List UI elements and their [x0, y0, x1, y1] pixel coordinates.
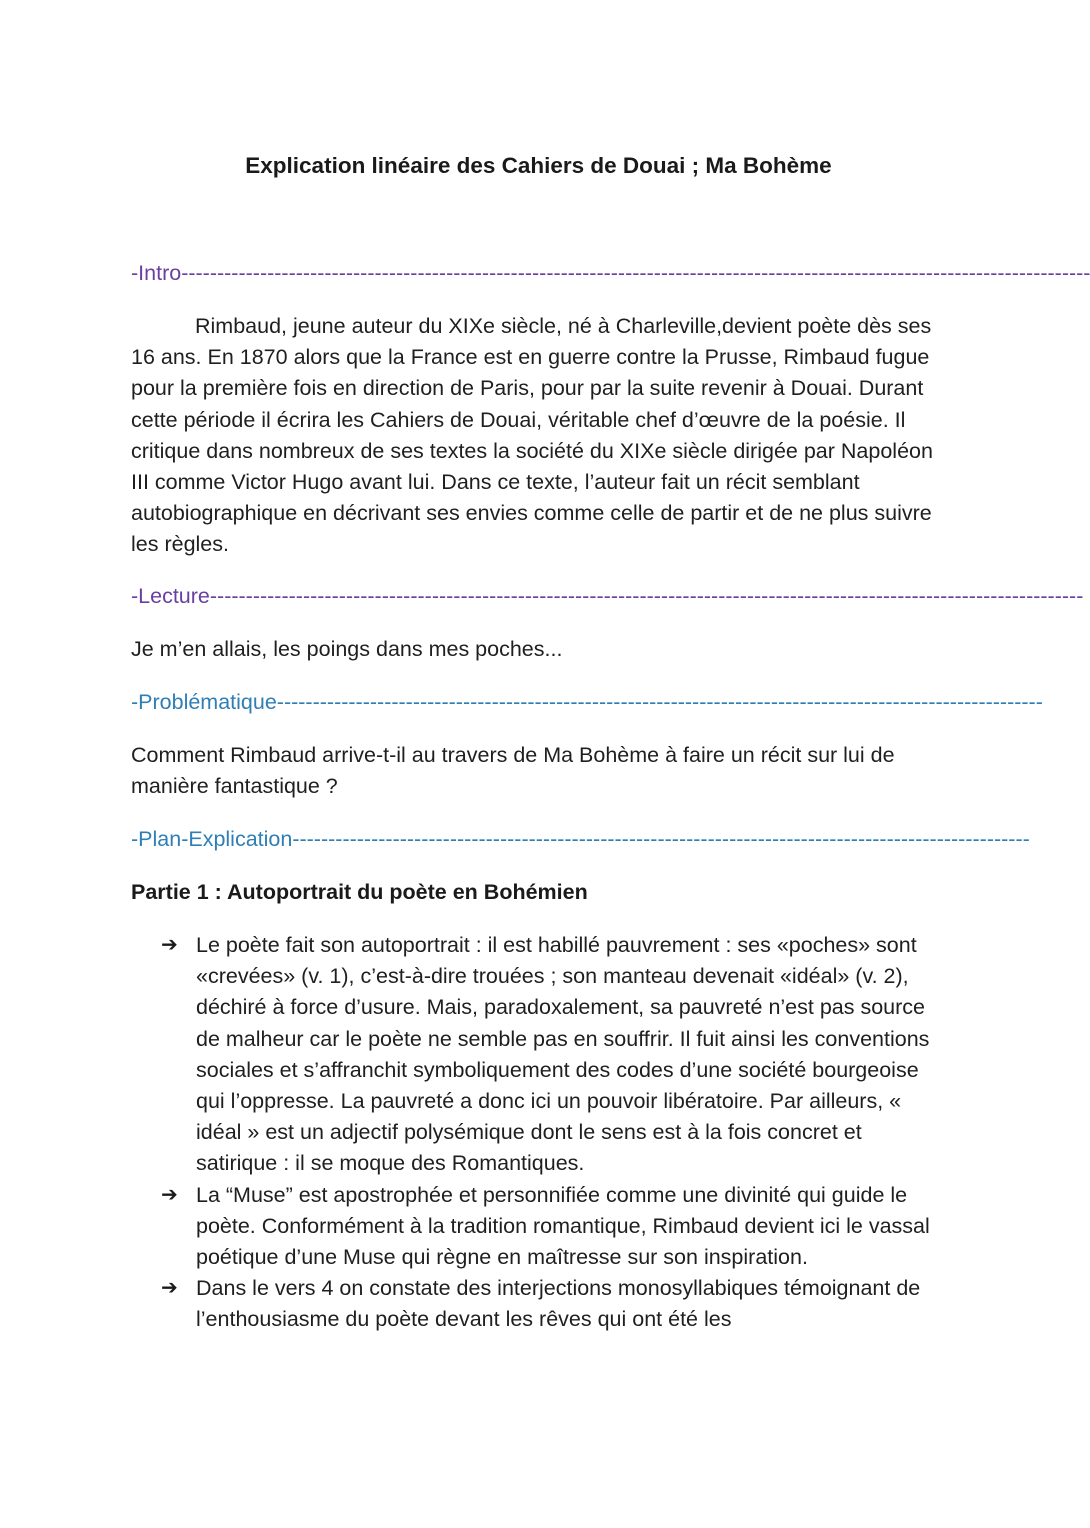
partie1-bullet-list — [161, 930, 946, 1336]
bullet-text: La “Muse” est apostrophée et personnifiée comme une divinité qui guide le poète. Conformément à la tradition romantique, Rimbaud devient ici le vassal poétique d’une Muse qui règne en maîtresse sur son inspiration. — [196, 1182, 930, 1270]
problematique-paragraph: Comment Rimbaud arrive-t-il au travers de Ma Bohème à faire un récit sur lui de manière fantastique ? — [131, 743, 895, 799]
list-item — [161, 1180, 946, 1274]
arrow-right-icon: ➔ — [161, 1183, 178, 1206]
lecture-paragraph: Je m’en allais, les poings dans mes poches... — [131, 637, 563, 661]
lecture-dashes: -------------------------------------------------------------------------------------------------------------------------- — [209, 584, 1084, 608]
lecture-label: -Lecture — [131, 584, 210, 608]
bullet-text: Le poète fait son autoportrait : il est habillé pauvrement : ses «poches» sont «crevées» (v. 1), c’est-à-dire trouées ; son manteau devenait «idéal» (v. 2), déchiré à force d’usure. Mais, paradoxalement, sa pauvreté n’est pas source de malheur car le poète ne semble pas en souffrir. Il fuit ainsi les conventions sociales et s’affranchit symboliquement des codes d’une société bourgeoise qui l’oppresse. La pauvreté a donc ici un pouvoir libératoire. Par ailleurs, « idéal » est un adjectif polysémique dont le sens est à la fois concret et satirique : il se moque des Romantiques. — [196, 933, 930, 1176]
intro-section-divider — [131, 258, 1090, 289]
partie1-heading: Partie 1 : Autoportrait du poète en Bohémien — [131, 880, 588, 904]
intro-paragraph: Rimbaud, jeune auteur du XIXe siècle, né à Charleville,devient poète dès ses 16 ans. En 1870 alors que la France est en guerre contre la Prusse, Rimbaud fugue pour la première fois en direction de Paris, pour par la suite revenir à Douai. Durant cette période il écrira les Cahiers de Douai, véritable chef d’œuvre de la poésie. Il critique dans nombreux de ses textes la société du XIXe siècle dirigée par Napoléon III comme Victor Hugo avant lui. Dans ce texte, l’auteur fait un récit semblant autobiographique en décrivant ses envies comme celle de partir et de ne plus suivre les règles. — [131, 314, 933, 557]
arrow-right-icon: ➔ — [161, 1277, 178, 1300]
bullet-text: Dans le vers 4 on constate des interjections monosyllabiques témoignant de l’enthousiasme du poète devant les rêves qui ont été les — [196, 1276, 921, 1332]
document-title: Explication linéaire des Cahiers de Douai ; Ma Bohème — [245, 153, 832, 178]
plan-label: -Plan-Explication — [131, 827, 293, 851]
problematique-dashes: ----------------------------------------------------------------------------------------------------------- — [276, 690, 1043, 714]
intro-dashes: ------------------------------------------------------------------------------------------------------------------------------- — [181, 261, 1090, 285]
plan-section-divider — [131, 824, 1030, 855]
list-item — [161, 930, 946, 1180]
intro-label: -Intro — [131, 261, 182, 285]
list-item — [161, 1273, 946, 1335]
problematique-label: -Problématique — [131, 690, 277, 714]
lecture-section-divider — [131, 581, 1084, 612]
arrow-right-icon: ➔ — [161, 934, 178, 956]
problematique-section-divider — [131, 687, 1043, 718]
plan-dashes: ------------------------------------------------------------------------------------------------------- — [292, 827, 1030, 851]
